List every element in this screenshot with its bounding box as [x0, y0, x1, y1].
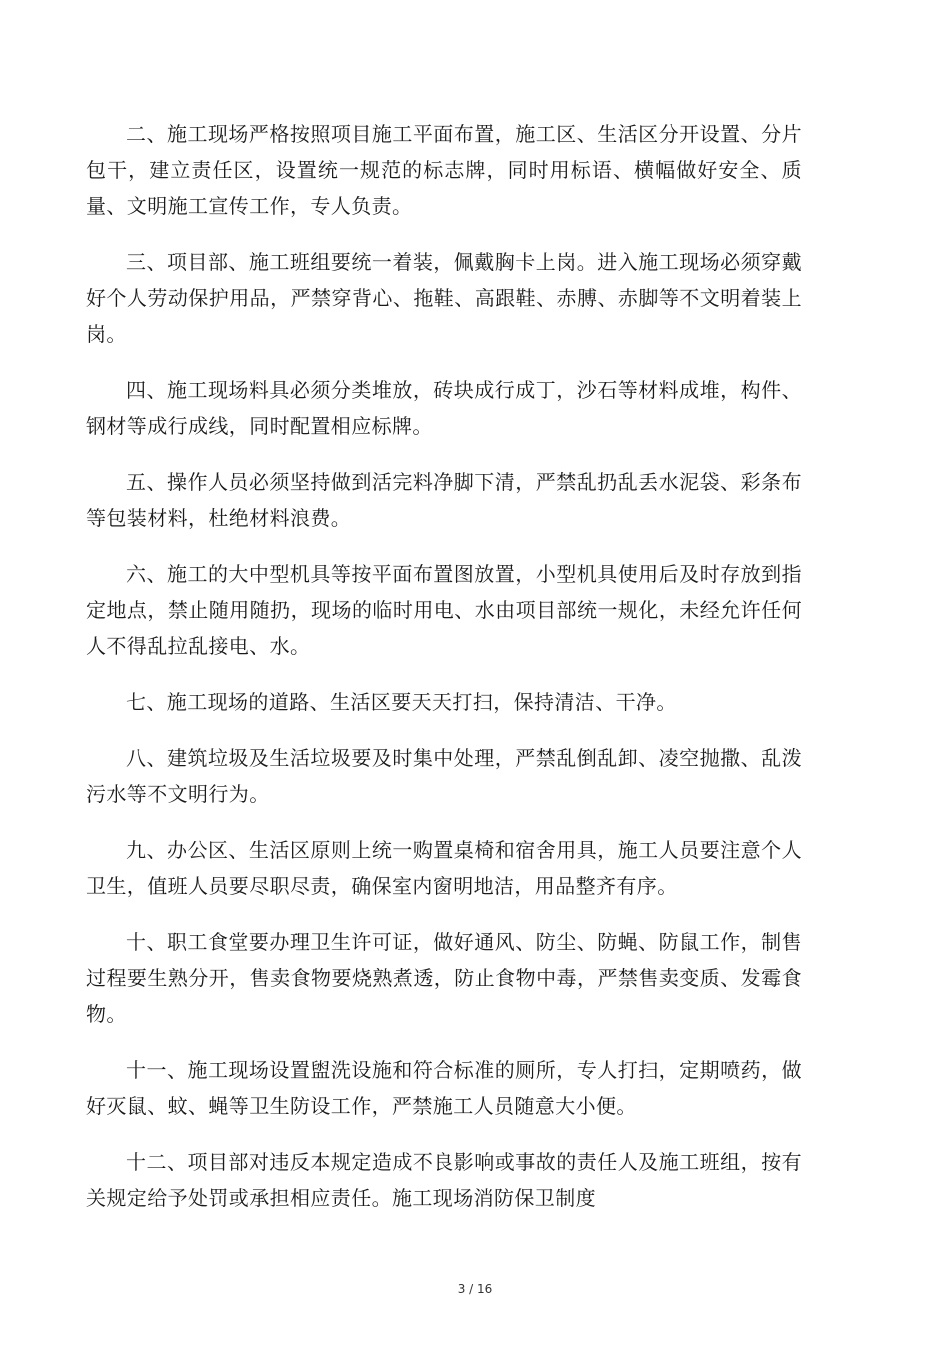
- paragraph-7: 七、施工现场的道路、生活区要天天打扫，保持清洁、干净。: [126, 690, 677, 714]
- paragraph-4: 四、施工现场料具必须分类堆放，砖块成行成丁，沙石等材料成堆，构件、钢材等成行成线，同时配置相应标牌。: [86, 378, 802, 438]
- paragraph-3: 三、项目部、施工班组要统一着装，佩戴胸卡上岗。进入施工现场必须穿戴好个人劳动保护用品，严禁穿背心、拖鞋、高跟鞋、赤膊、赤脚等不文明着装上岗。: [86, 250, 802, 346]
- paragraph-6: 六、施工的大中型机具等按平面布置图放置，小型机具使用后及时存放到指定地点，禁止随用随扔，现场的临时用电、水由项目部统一规化，未经允许任何人不得乱拉乱接电、水。: [86, 562, 802, 658]
- paragraph-2: 二、施工现场严格按照项目施工平面布置，施工区、生活区分开设置、分片包干，建立责任区，设置统一规范的标志牌，同时用标语、横幅做好安全、质量、文明施工宣传工作，专人负责。: [86, 122, 802, 218]
- paragraph-9: 九、办公区、生活区原则上统一购置桌椅和宿舍用具，施工人员要注意个人卫生，值班人员要尽职尽责，确保室内窗明地洁，用品整齐有序。: [86, 838, 802, 898]
- paragraph-11: 十一、施工现场设置盥洗设施和符合标准的厕所，专人打扫，定期喷药，做好灭鼠、蚊、蝇等卫生防设工作，严禁施工人员随意大小便。: [86, 1058, 802, 1118]
- paragraph-10: 十、职工食堂要办理卫生许可证，做好通风、防尘、防蝇、防鼠工作，制售过程要生熟分开，售卖食物要烧熟煮透，防止食物中毒，严禁售卖变质、发霉食物。: [86, 930, 802, 1026]
- paragraph-8: 八、建筑垃圾及生活垃圾要及时集中处理，严禁乱倒乱卸、凌空抛撒、乱泼污水等不文明行为。: [86, 746, 802, 806]
- paragraph-12: 十二、项目部对违反本规定造成不良影响或事故的责任人及施工班组，按有关规定给予处罚或承担相应责任。施工现场消防保卫制度: [86, 1150, 802, 1210]
- paragraph-5: 五、操作人员必须坚持做到活完料净脚下清，严禁乱扔乱丢水泥袋、彩条布等包装材料，杜绝材料浪费。: [86, 470, 802, 530]
- document-body: [86, 116, 802, 1236]
- page-number: 3 / 16: [457, 1282, 493, 1296]
